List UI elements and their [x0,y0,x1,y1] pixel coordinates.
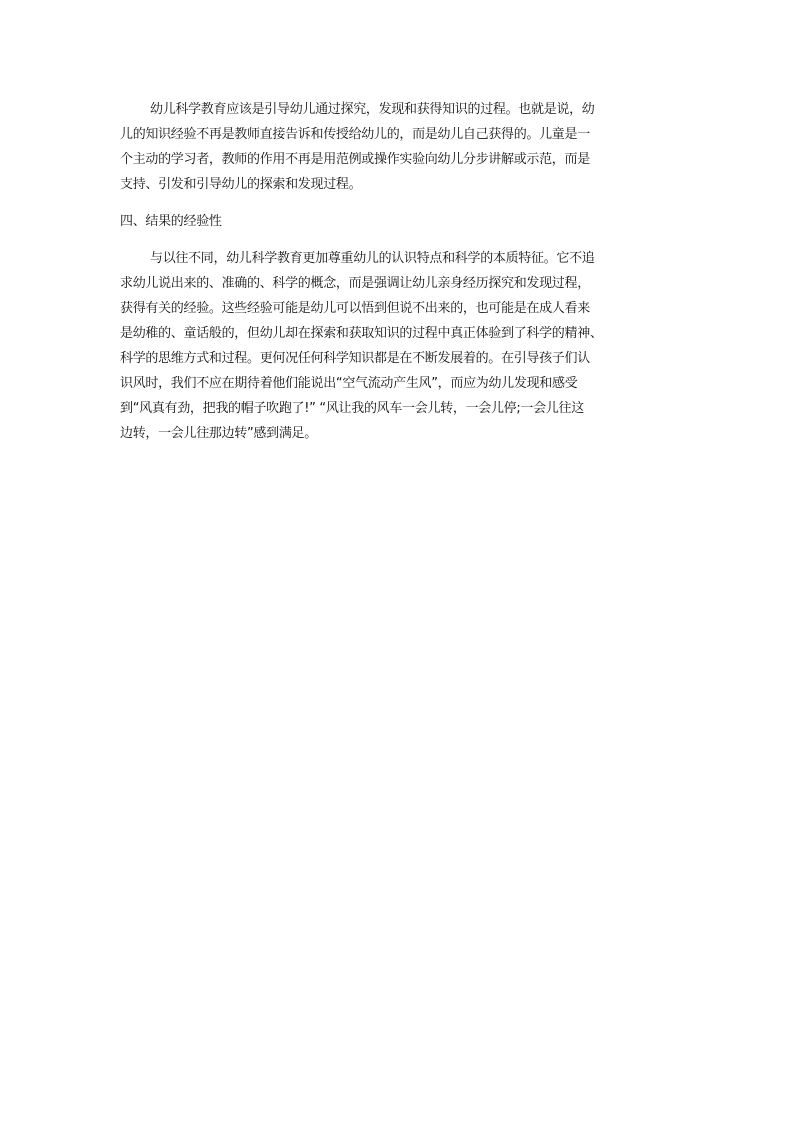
paragraph-line: 儿的知识经验不再是教师直接告诉和传授给幼儿的，而是幼儿自己获得的。儿童是一 [120,127,590,142]
paragraph-line: 边转，一会儿往那边转”感到满足。 [120,426,317,441]
document-body [120,97,680,446]
paragraph-1 [120,97,680,197]
paragraph-line: 支持、引发和引导幼儿的探索和发现过程。 [120,177,362,192]
paragraph-line: 与以往不同，幼儿科学教育更加尊重幼儿的认识特点和科学的本质特征。它不追 [150,251,595,266]
section-heading: 四、结果的经验性 [120,214,222,229]
paragraph-line: 到“风真有劲，把我的帽子吹跑了!” “风让我的风车一会儿转，一会儿停;一会儿往这 [120,401,584,416]
spacer [120,197,680,209]
paragraph-2 [120,246,680,446]
spacer [120,234,680,246]
paragraph-line: 个主动的学习者，教师的作用不再是用范例或操作实验向幼儿分步讲解或示范，而是 [120,152,590,167]
paragraph-line: 获得有关的经验。这些经验可能是幼儿可以悟到但说不出来的，也可能是在成人看来 [120,301,590,316]
paragraph-line: 科学的思维方式和过程。更何况任何科学知识都是在不断发展着的。在引导孩子们认 [120,351,590,366]
paragraph-line: 是幼稚的、童话般的，但幼儿却在探索和获取知识的过程中真正体验到了科学的精神、 [120,326,603,341]
paragraph-line: 幼儿科学教育应该是引导幼儿通过探究，发现和获得知识的过程。也就是说，幼 [150,102,595,117]
paragraph-line: 求幼儿说出来的、准确的、科学的概念，而是强调让幼儿亲身经历探究和发现过程， [120,276,590,291]
paragraph-line: 识风时，我们不应在期待着他们能说出“空气流动产生风”，而应为幼儿发现和感受 [120,376,578,391]
